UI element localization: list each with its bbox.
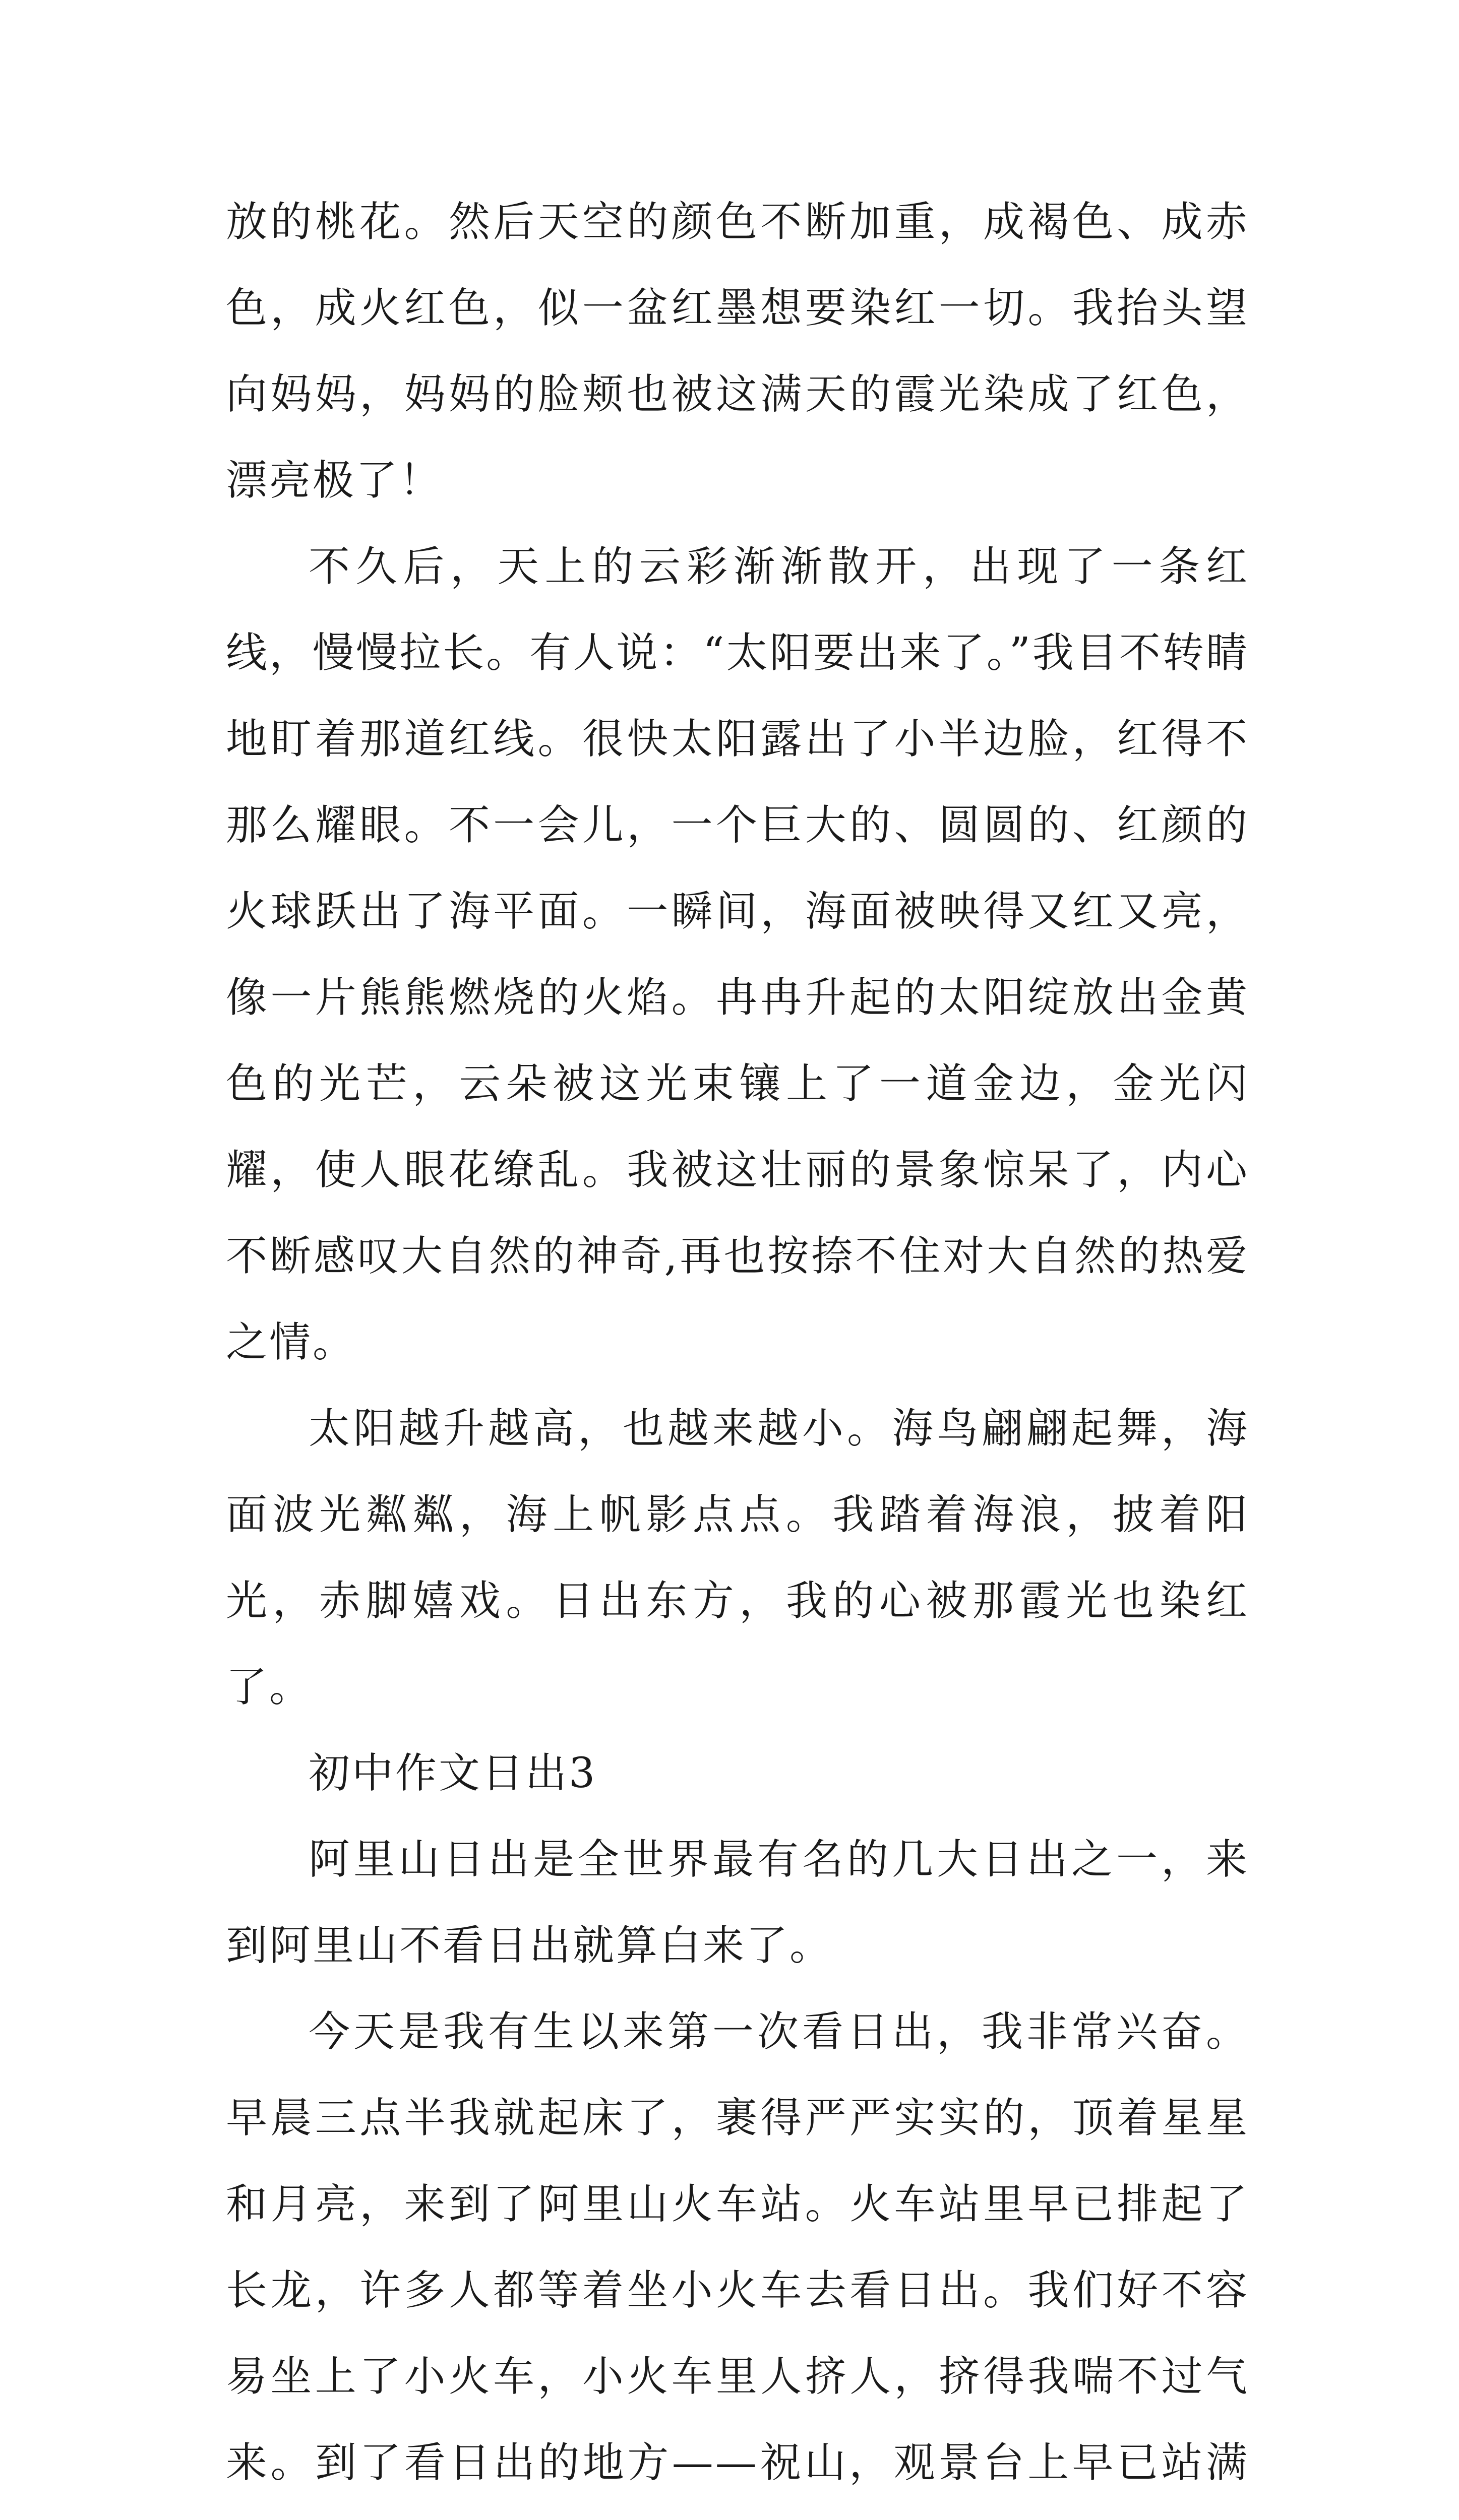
body-text bbox=[226, 179, 1249, 2520]
paragraph-2: 不久后，天上的云彩渐渐散开，出现了一条红线，慢慢拉长。有人说：“太阳要出来了。”我目不转睛地盯着那道红线。很快太阳露出了小半边脸，红得不那么耀眼。不一会儿，一个巨大的、圆圆的、红颜的火球跃出了海平面。一瞬间，海面被映得又红又亮，像一片熊熊燃烧的火焰。冉冉升起的太阳绽放出金黄色的光芒，云朵被这光束镶上了一道金边，金光闪耀，使人眼花缭乱。我被这壮丽的景象惊呆了，内心不断感叹大自然的神奇,再也按捺不住对大自然的热爱之情。 bbox=[226, 543, 1249, 1366]
paragraph-3: 太阳越升越高，也越来越小。海鸟翩翩起舞，海面波光粼粼，海上帆影点点。我踏着海浪，披着阳光，赤脚嬉戏。日出东方，我的心被那霞光也染红了。 bbox=[226, 1405, 1249, 1711]
section-heading: 初中作文日出3 bbox=[309, 1749, 597, 1797]
paragraph-5: 今天是我有生以来第一次看日出，我非常兴奋。早晨三点半我就起床了，裹得严严实实的，顶着星星和月亮，来到了阿里山火车站。火车站里早已排起了长龙，许多人都等着坐小火车去看日出。我们好不容易坐上了小火车，小火车里人挤人，挤得我喘不过气来。到了看日出的地方——祝山，观景台上早已站满 bbox=[226, 2008, 1249, 2487]
paragraph-1: 放的桃花。然后天空的颜色不断加重，成褐色、成赤色，成火红色，似一盆红墨想要染红一切。我抬头望向妈妈，妈妈的脸颊也被这满天的霞光染成了红色，漂亮极了！ bbox=[226, 198, 1249, 505]
paragraph-4: 阿里山日出是全世界最有名的几大日出之一，来到阿里山不看日出就算白来了。 bbox=[226, 1836, 1249, 1970]
